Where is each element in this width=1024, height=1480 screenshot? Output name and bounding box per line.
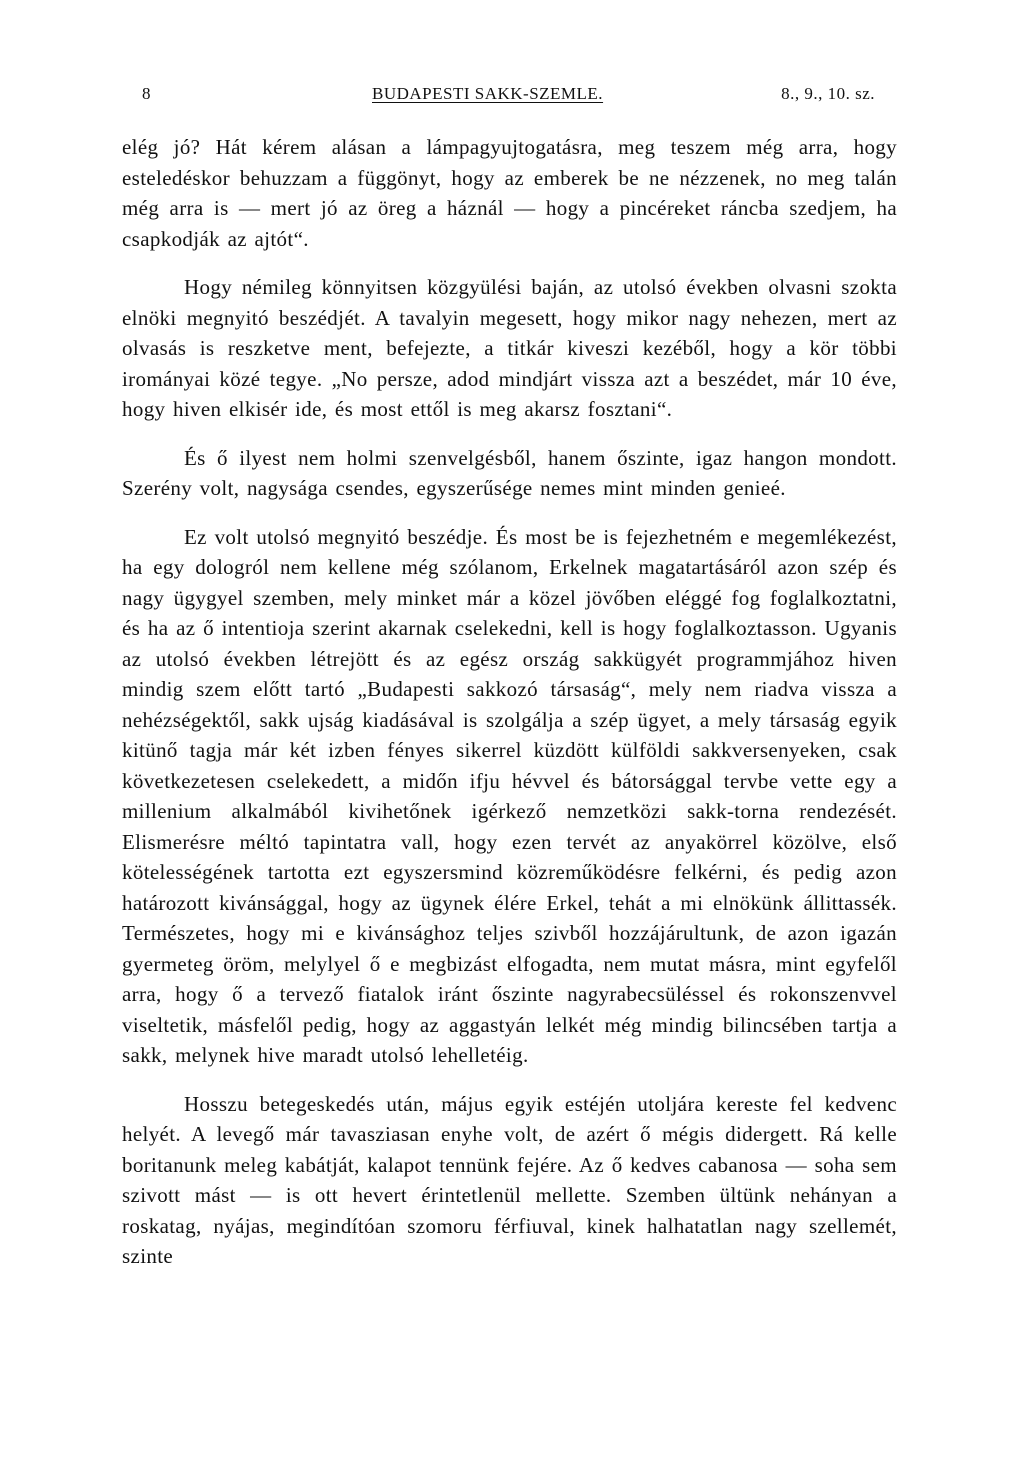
issue-number: 8., 9., 10. sz. xyxy=(781,84,875,103)
article-body xyxy=(122,132,897,1272)
document-page xyxy=(122,78,897,1290)
paragraph: És ő ilyest nem holmi szenvelgésből, hanem őszinte, igaz hangon mondott. Szerény volt, nagysága csendes, egyszerűsége nemes mint minden genieé. xyxy=(122,445,897,500)
paragraph: Hogy némileg könnyitsen közgyülési baján, az utolsó években olvasni szokta elnöki megnyitó beszédjét. A tavalyin megesett, hogy mikor nagy nehezen, mert az olvasás is reszketve ment, befejezte, a titkár kiveszi kezéből, hogy a kör többi irományai közé tegye. „No persze, adod mindjárt vissza azt a beszédet, már 10 éve, hogy hiven elkisér ide, és most ettől is meg akarsz fosztani“. xyxy=(122,275,897,421)
running-head xyxy=(122,78,897,112)
paragraph: Hosszu betegeskedés után, május egyik estéjén utoljára kereste fel kedvenc helyét. A levegő már tavasziasan enyhe volt, de azért ő mégis didergett. Rá kelle boritanunk meleg kabátját, kalapot tennünk fejére. Az ő kedves cabanosa — soha sem szivott mást — is ott hevert érintetlenül mellette. Szemben ültünk nehányan a roskatag, nyájas, megindítóan szomoru férfiuval, kinek halhatatlan nagy szellemét, szinte xyxy=(122,1091,897,1268)
page-number: 8 xyxy=(142,84,151,103)
paragraph-continuation: elég jó? Hát kérem alásan a lámpagyujtogatásra, meg teszem még arra, hogy esteledéskor behuzzam a függönyt, hogy az emberek be ne nézzenek, no meg talán még arra is — mert jó az öreg a háznál — hogy a pincéreket ráncba szedjem, ha csapkodják az ajtót“. xyxy=(122,135,897,251)
journal-title: BUDAPESTI SAKK-SZEMLE. xyxy=(372,84,604,103)
paragraph: Ez volt utolsó megnyitó beszédje. És most be is fejezhetném e megemlékezést, ha egy dologról nem kellene még szólanom, Erkelnek magatartásáról azon szép és nagy ügygyel szemben, mely minket már a közel jövőben eléggé fog foglalkoztatni, és ha az ő intentioja szerint akarnak cselekedni, kell is hogy foglalkoztasson. Ugyanis az utolsó években létrejött és az egész ország sakkügyét programmjához hiven mindig szem előtt tartó „Budapesti sakkozó társaság“, mely nem riadva vissza a nehézségektől, sakk ujság kiadásával is szolgálja a szép ügyet, a mely társaság egyik kitünő tagja már két izben fényes sikerrel küzdött külföldi sakkversenyeken, csak következetesen cselekedett, a midőn ifju hévvel és bátorsággal tervbe vette egy a millenium alkalmából kivihetőnek igérkező nemzetközi sakk-torna rendezését. Elismerésre méltó tapintatra vall, hogy ezen tervét az anyakörrel közölve, első kötelességének tartotta ezt egyszersmind közreműködésre felkérni, és pedig azon határozott kivánsággal, hogy az ügynek élére Erkel, tehát a mi elnökünk állittassék. Természetes, hogy mi e kivánsághoz teljes szivből hozzájárultunk, de azon igazán gyermeteg öröm, melylyel ő e megbizást elfogadta, nem mutat másra, mint egyfelől arra, hogy ő a tervező fiatalok iránt őszinte nagyrabecsüléssel és rokonszenvvel viseltetik, másfelől pedig, hogy az aggastyán lelkét még mindig bilincsében tartja a sakk, melynek hive maradt utolsó lehelletéig. xyxy=(122,524,897,1067)
